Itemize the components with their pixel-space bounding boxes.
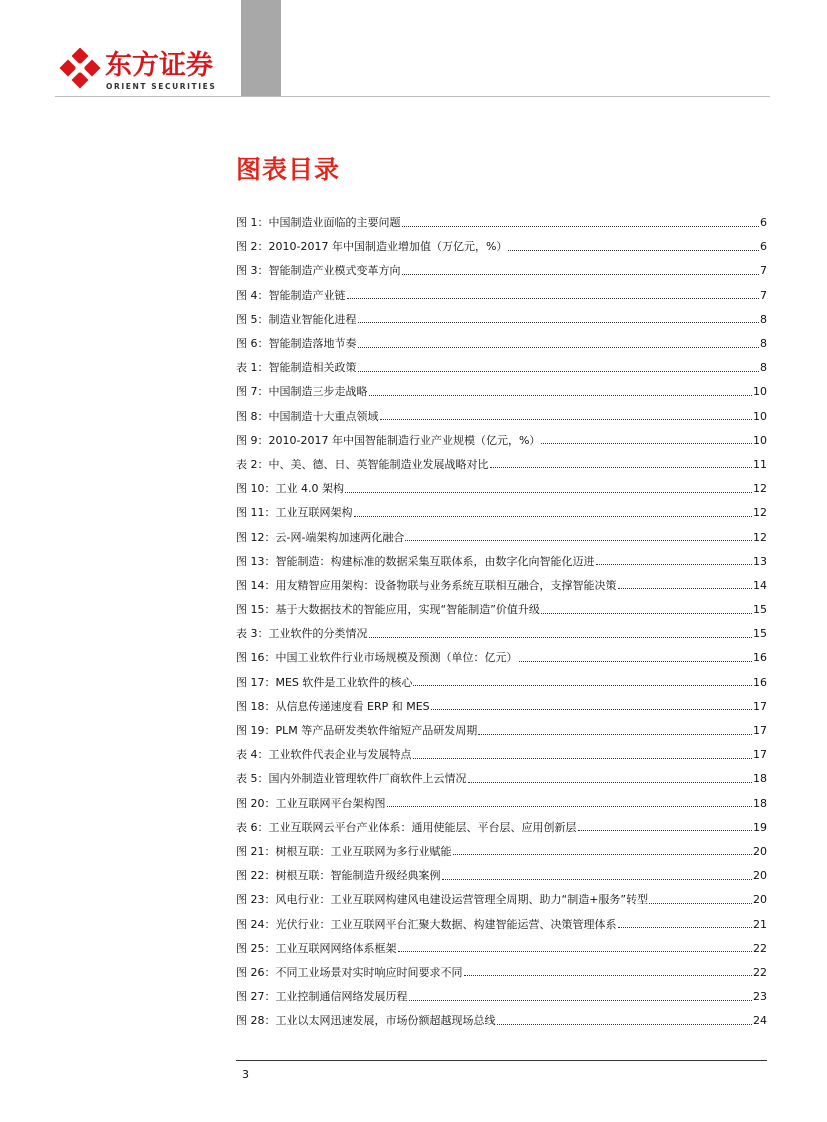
toc-entry-page: 19 (753, 820, 767, 834)
toc-entry-label: 图 26：不同工业场景对实时响应时间要求不同 (236, 965, 463, 979)
toc-entry-label: 图 13：智能制造：构建标准的数据采集互联体系，由数字化向智能化迈进 (236, 554, 595, 568)
toc-entry-page: 21 (753, 917, 767, 931)
toc-dot-leader (402, 226, 760, 227)
toc-entry[interactable] (236, 380, 767, 404)
toc-entry-page: 15 (753, 627, 767, 641)
toc-entry-label: 图 16：中国工业软件行业市场规模及预测（单位：亿元） (236, 651, 518, 665)
toc-entry-page: 24 (753, 1014, 767, 1028)
toc-entry[interactable] (236, 695, 767, 719)
toc-entry[interactable] (236, 405, 767, 429)
toc-entry[interactable] (236, 816, 767, 840)
toc-dot-leader (468, 782, 753, 783)
toc-entry-label: 表 1：智能制造相关政策 (236, 361, 357, 375)
toc-entry[interactable] (236, 501, 767, 525)
toc-dot-leader (541, 443, 752, 444)
toc-entry-page: 13 (753, 554, 767, 568)
toc-dot-leader (519, 661, 753, 662)
toc-entry[interactable] (236, 937, 767, 961)
toc-entry-page: 20 (753, 869, 767, 883)
toc-entry[interactable] (236, 332, 767, 356)
toc-entry-label: 图 9：2010-2017 年中国智能制造行业产业规模（亿元，%） (236, 433, 541, 447)
toc-entry[interactable] (236, 235, 767, 259)
header-divider (55, 96, 770, 97)
toc-entry[interactable] (236, 429, 767, 453)
toc-entry-page: 17 (753, 724, 767, 738)
toc-entry[interactable] (236, 259, 767, 283)
toc-dot-leader (578, 830, 753, 831)
toc-dot-leader (618, 927, 753, 928)
toc-entry[interactable] (236, 888, 767, 912)
toc-entry-label: 图 19：PLM 等产品研发类软件缩短产品研发周期 (236, 724, 478, 738)
toc-entry-label: 表 6：工业互联网云平台产业体系：通用使能层、平台层、应用创新层 (236, 820, 577, 834)
toc-entry-label: 表 4：工业软件代表企业与发展特点 (236, 748, 412, 762)
toc-dot-leader (490, 467, 753, 468)
toc-dot-leader (409, 1000, 753, 1001)
toc-dot-leader (596, 564, 753, 565)
toc-dot-leader (358, 371, 760, 372)
toc-entry-page: 18 (753, 772, 767, 786)
company-logo (58, 48, 228, 94)
toc-entry-label: 图 11：工业互联网架构 (236, 506, 353, 520)
toc-entry-label: 图 4：智能制造产业链 (236, 288, 346, 302)
toc-entry[interactable] (236, 743, 767, 767)
toc-dot-leader (354, 516, 753, 517)
toc-entry-page: 8 (760, 361, 767, 375)
toc-entry[interactable] (236, 792, 767, 816)
toc-entry-page: 10 (753, 433, 767, 447)
toc-entry-label: 图 23：风电行业：工业互联网构建风电建设运营管理全周期、助力“制造+服务”转型 (236, 893, 649, 907)
toc-entry[interactable] (236, 308, 767, 332)
toc-entry-label: 图 21：树根互联：工业互联网为多行业赋能 (236, 844, 452, 858)
toc-list (236, 211, 767, 1033)
toc-dot-leader (405, 540, 752, 541)
toc-dot-leader (380, 419, 753, 420)
toc-entry-label: 图 14：用友精智应用架构：设备物联与业务系统互联相互融合，支撑智能决策 (236, 578, 617, 592)
toc-entry-page: 8 (760, 312, 767, 326)
toc-entry[interactable] (236, 622, 767, 646)
toc-entry-page: 8 (760, 337, 767, 351)
toc-entry[interactable] (236, 961, 767, 985)
toc-entry-page: 14 (753, 578, 767, 592)
toc-entry[interactable] (236, 671, 767, 695)
toc-dot-leader (431, 709, 752, 710)
toc-entry-label: 图 1：中国制造业面临的主要问题 (236, 216, 401, 230)
toc-dot-leader (442, 879, 753, 880)
toc-entry-page: 11 (753, 457, 767, 471)
toc-entry-label: 图 10：工业 4.0 架构 (236, 482, 344, 496)
toc-entry-label: 图 24：光伏行业：工业互联网平台汇聚大数据、构建智能运营、决策管理体系 (236, 917, 617, 931)
toc-entry-page: 10 (753, 409, 767, 423)
toc-entry-label: 图 5：制造业智能化进程 (236, 312, 357, 326)
toc-entry[interactable] (236, 284, 767, 308)
toc-entry[interactable] (236, 477, 767, 501)
toc-entry-page: 22 (753, 965, 767, 979)
toc-entry[interactable] (236, 840, 767, 864)
toc-dot-leader (453, 854, 753, 855)
toc-dot-leader (618, 588, 753, 589)
toc-dot-leader (464, 975, 753, 976)
toc-entry-page: 12 (753, 482, 767, 496)
toc-dot-leader (369, 395, 753, 396)
toc-entry-page: 22 (753, 941, 767, 955)
toc-entry-label: 表 3：工业软件的分类情况 (236, 627, 368, 641)
toc-dot-leader (398, 951, 753, 952)
toc-entry-page: 10 (753, 385, 767, 399)
toc-entry-label: 图 28：工业以太网迅速发展，市场份额超越现场总线 (236, 1014, 496, 1028)
logo-chinese-name: 东方证券 (105, 50, 213, 81)
toc-entry[interactable] (236, 453, 767, 477)
footer-divider (236, 1060, 767, 1061)
toc-entry-label: 图 17：MES 软件是工业软件的核心 (236, 675, 413, 689)
toc-entry-page: 23 (753, 990, 767, 1004)
toc-entry-label: 图 2：2010-2017 年中国制造业增加值（万亿元，%） (236, 240, 508, 254)
toc-entry-label: 图 15：基于大数据技术的智能应用，实现“智能制造”价值升级 (236, 603, 540, 617)
toc-entry-label: 图 3：智能制造产业模式变革方向 (236, 264, 401, 278)
toc-entry-page: 20 (753, 893, 767, 907)
toc-entry-label: 图 6：智能制造落地节奏 (236, 337, 357, 351)
toc-dot-leader (541, 613, 752, 614)
toc-entry-label: 图 8：中国制造十大重点领域 (236, 409, 379, 423)
toc-entry-page: 7 (760, 264, 767, 278)
toc-entry-page: 12 (753, 530, 767, 544)
toc-entry[interactable] (236, 646, 767, 670)
toc-entry-page: 16 (753, 651, 767, 665)
toc-entry-page: 7 (760, 288, 767, 302)
toc-title: 图表目录 (236, 155, 341, 184)
toc-entry[interactable] (236, 356, 767, 380)
toc-entry-page: 20 (753, 844, 767, 858)
toc-entry[interactable] (236, 719, 767, 743)
page-number: 3 (242, 1068, 249, 1081)
orient-diamond-logo-icon (58, 48, 102, 92)
toc-entry-label: 图 27：工业控制通信网络发展历程 (236, 990, 408, 1004)
toc-entry-label: 图 20：工业互联网平台架构图 (236, 796, 386, 810)
toc-entry[interactable] (236, 550, 767, 574)
toc-entry-page: 12 (753, 506, 767, 520)
toc-entry[interactable] (236, 574, 767, 598)
toc-entry[interactable] (236, 598, 767, 622)
toc-dot-leader (649, 903, 752, 904)
toc-dot-leader (413, 685, 752, 686)
toc-dot-leader (347, 298, 760, 299)
toc-entry[interactable] (236, 1009, 767, 1033)
toc-dot-leader (345, 492, 752, 493)
toc-entry-page: 17 (753, 748, 767, 762)
toc-dot-leader (387, 806, 753, 807)
toc-entry[interactable] (236, 985, 767, 1009)
toc-entry-label: 图 12：云-网-端架构加速两化融合 (236, 530, 405, 544)
toc-entry-label: 表 5：国内外制造业管理软件厂商软件上云情况 (236, 772, 467, 786)
toc-dot-leader (358, 322, 760, 323)
toc-entry[interactable] (236, 525, 767, 549)
toc-dot-leader (358, 347, 760, 348)
header-gray-block (241, 0, 281, 97)
toc-entry[interactable] (236, 767, 767, 791)
toc-dot-leader (508, 250, 759, 251)
toc-dot-leader (402, 274, 760, 275)
toc-entry[interactable] (236, 211, 767, 235)
toc-entry-page: 15 (753, 603, 767, 617)
toc-entry[interactable] (236, 864, 767, 888)
toc-dot-leader (413, 758, 753, 759)
toc-entry-page: 6 (760, 240, 767, 254)
toc-entry-page: 17 (753, 699, 767, 713)
toc-dot-leader (497, 1024, 753, 1025)
toc-entry-label: 图 18：从信息传递速度看 ERP 和 MES (236, 699, 430, 713)
toc-entry-page: 16 (753, 675, 767, 689)
toc-entry-label: 图 22：树根互联：智能制造升级经典案例 (236, 869, 441, 883)
toc-entry-label: 图 25：工业互联网网络体系框架 (236, 941, 397, 955)
logo-english-name: ORIENT SECURITIES (106, 82, 217, 91)
toc-entry-label: 表 2：中、美、德、日、英智能制造业发展战略对比 (236, 457, 489, 471)
toc-dot-leader (478, 734, 752, 735)
toc-entry-label: 图 7：中国制造三步走战略 (236, 385, 368, 399)
toc-dot-leader (369, 637, 753, 638)
toc-entry[interactable] (236, 912, 767, 936)
toc-entry-page: 18 (753, 796, 767, 810)
toc-entry-page: 6 (760, 216, 767, 230)
